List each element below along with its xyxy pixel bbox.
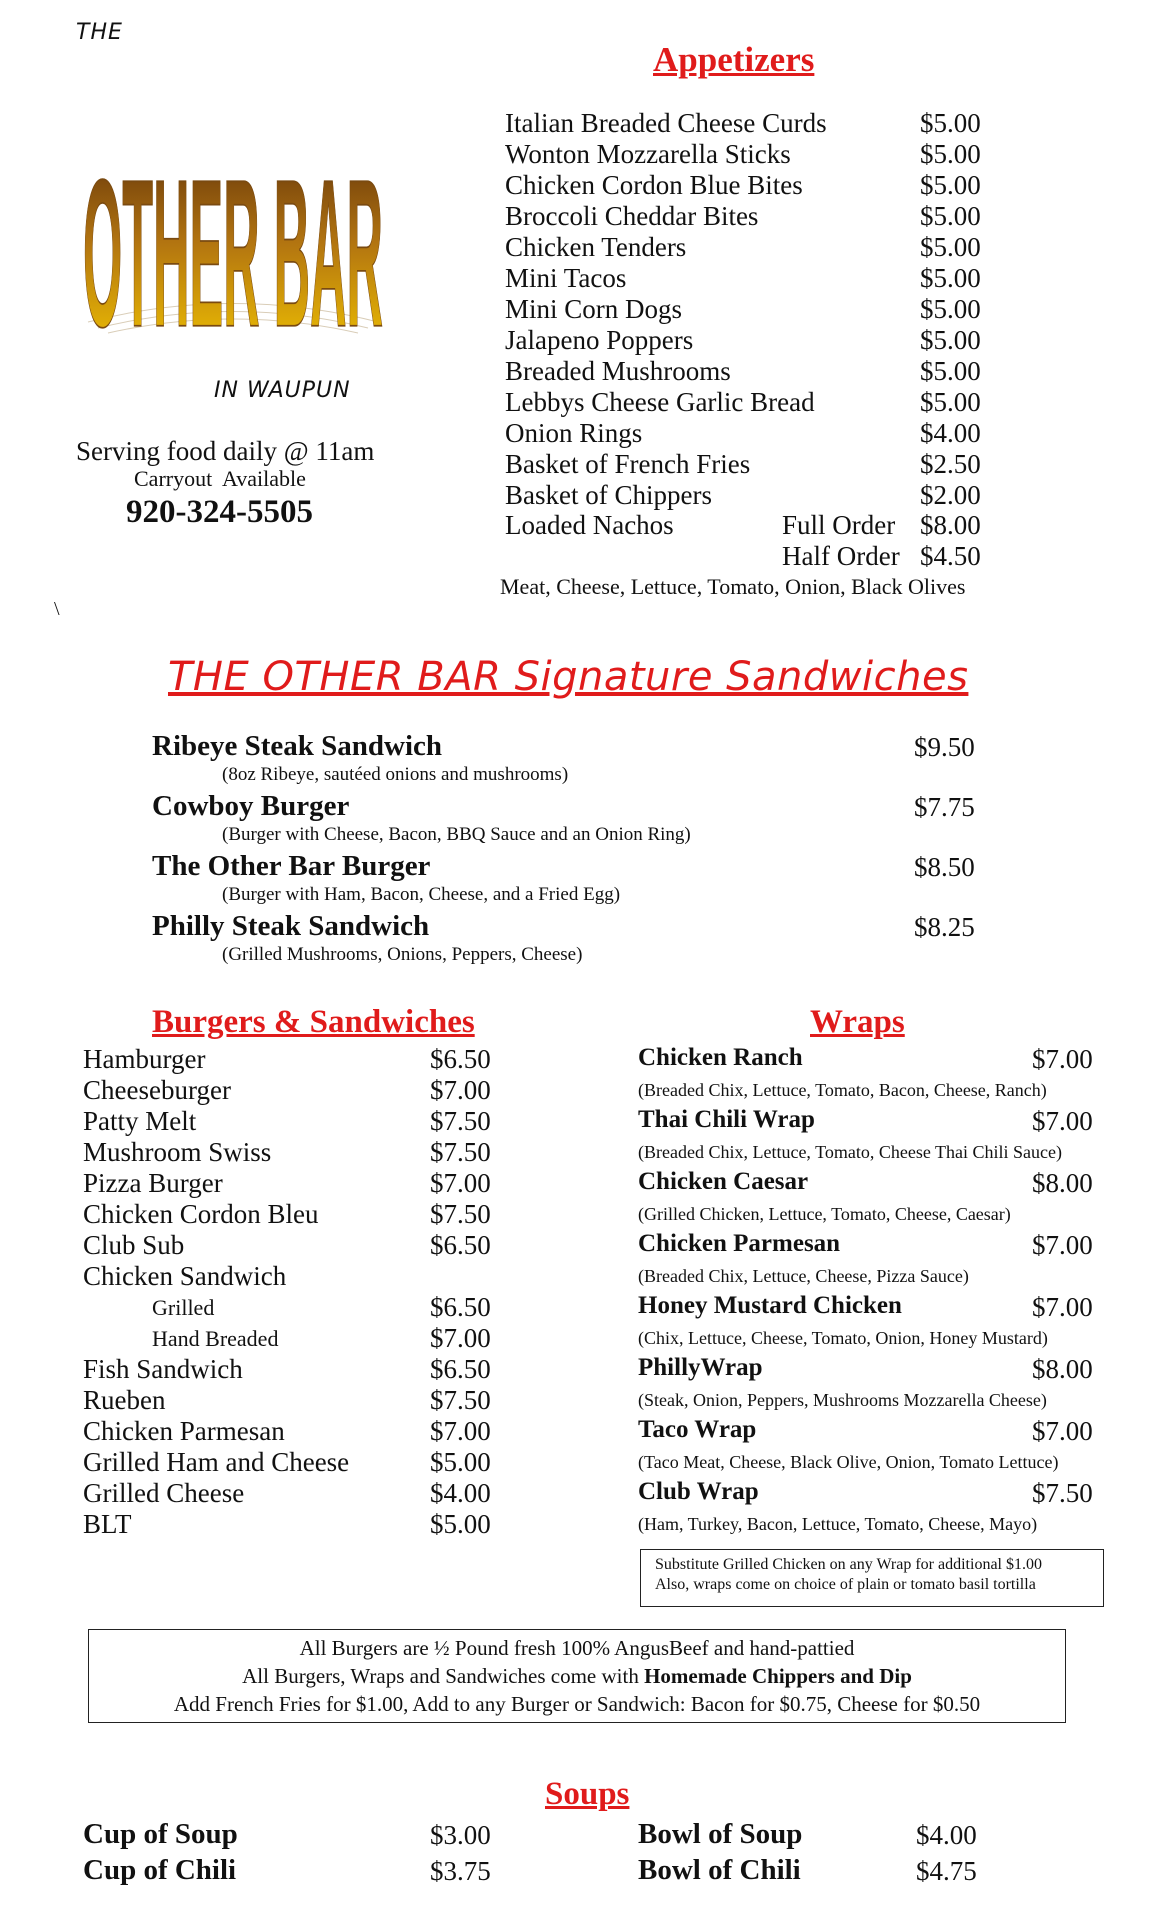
signature-name: Ribeye Steak Sandwich (152, 730, 443, 762)
burger-name: Chicken Cordon Bleu (83, 1199, 319, 1229)
wrap-desc: (Chix, Lettuce, Cheese, Tomato, Onion, Honey Mustard) (638, 1328, 1048, 1348)
burger-price: $7.00 (430, 1416, 491, 1446)
appetizer-name: Chicken Tenders (505, 232, 687, 262)
burger-price: $7.00 (430, 1075, 491, 1105)
burger-price: $5.00 (430, 1509, 491, 1539)
signature-name: The Other Bar Burger (152, 850, 431, 882)
appetizer-price: $5.00 (920, 356, 981, 386)
soup-price: $3.75 (430, 1856, 491, 1886)
burger-name: BLT (83, 1509, 132, 1539)
burger-price: $6.50 (430, 1044, 491, 1074)
wrap-desc: (Steak, Onion, Peppers, Mushrooms Mozzarella Cheese) (638, 1390, 1047, 1410)
soup-name: Bowl of Soup (638, 1818, 803, 1850)
signature-desc: (Grilled Mushrooms, Onions, Peppers, Cheese) (222, 944, 583, 965)
soup-name: Cup of Chili (83, 1854, 237, 1886)
wrap-desc: (Breaded Chix, Lettuce, Tomato, Cheese Thai Chili Sauce) (638, 1142, 1062, 1162)
carryout-note: Carryout Available (134, 466, 306, 491)
appetizer-price: $2.00 (920, 480, 981, 510)
signature-price: $7.75 (914, 792, 975, 822)
appetizer-name: Jalapeno Poppers (505, 325, 694, 355)
burger-price: $7.50 (430, 1199, 491, 1229)
appetizer-price: $5.00 (920, 108, 981, 138)
burger-name: Fish Sandwich (83, 1354, 243, 1384)
stray-mark: \ (54, 598, 60, 620)
brand-location: IN WAUPUN (214, 378, 351, 403)
wrap-price: $7.00 (1032, 1106, 1093, 1136)
burger-name: Mushroom Swiss (83, 1137, 272, 1167)
appetizer-name: Breaded Mushrooms (505, 356, 731, 386)
appetizer-price: $2.50 (920, 449, 981, 479)
wraps-note-line2: Also, wraps come on choice of plain or tomato basil tortilla (655, 1576, 1036, 1593)
signature-desc: (Burger with Cheese, Bacon, BBQ Sauce and an Onion Ring) (222, 824, 691, 845)
wrap-price: $7.00 (1032, 1044, 1093, 1074)
nachos-half-price: $4.50 (920, 541, 981, 571)
appetizer-price: $5.00 (920, 139, 981, 169)
brand-the: THE (76, 20, 123, 45)
burger-name: Pizza Burger (83, 1168, 223, 1198)
burger-name: Patty Melt (83, 1106, 197, 1136)
burger-name: Hand Breaded (152, 1326, 279, 1351)
wraps-note-line1: Substitute Grilled Chicken on any Wrap for additional $1.00 (655, 1556, 1042, 1573)
burger-price: $5.00 (430, 1447, 491, 1477)
nachos-toppings: Meat, Cheese, Lettuce, Tomato, Onion, Black Olives (500, 574, 966, 599)
soups-title: Soups (545, 1776, 630, 1812)
burger-name: Grilled (152, 1295, 215, 1320)
burger-name: Grilled Ham and Cheese (83, 1447, 350, 1477)
wraps-title: Wraps (810, 1004, 905, 1040)
wrap-name: Chicken Ranch (638, 1044, 803, 1071)
soup-price: $4.75 (916, 1856, 977, 1886)
wrap-price: $7.00 (1032, 1416, 1093, 1446)
appetizer-name: Broccoli Cheddar Bites (505, 201, 759, 231)
signature-price: $9.50 (914, 732, 975, 762)
wrap-desc: (Breaded Chix, Lettuce, Cheese, Pizza Sauce) (638, 1266, 969, 1286)
signature-name: Cowboy Burger (152, 790, 350, 822)
appetizer-price: $5.00 (920, 170, 981, 200)
appetizer-price: $5.00 (920, 387, 981, 417)
appetizer-name: Mini Tacos (505, 263, 627, 293)
nachos-name: Loaded Nachos (505, 510, 674, 540)
nachos-full-label: Full Order (782, 510, 896, 540)
wrap-name: Taco Wrap (638, 1416, 757, 1443)
phone-number: 920-324-5505 (126, 494, 313, 530)
wrap-desc: (Taco Meat, Cheese, Black Olive, Onion, Tomato Lettuce) (638, 1452, 1059, 1472)
appetizer-price: $5.00 (920, 232, 981, 262)
appetizers-title: Appetizers (653, 40, 815, 79)
serving-hours: Serving food daily @ 11am (76, 436, 375, 466)
burger-name: Hamburger (83, 1044, 206, 1074)
appetizer-name: Wonton Mozzarella Sticks (505, 139, 791, 169)
appetizer-price: $5.00 (920, 294, 981, 324)
soup-name: Cup of Soup (83, 1818, 238, 1850)
soup-price: $3.00 (430, 1820, 491, 1850)
wrap-name: PhillyWrap (638, 1354, 763, 1381)
info-line1: All Burgers are ½ Pound fresh 100% AngusBeef and hand-pattied (299, 1636, 855, 1660)
burger-name: Chicken Sandwich (83, 1261, 287, 1291)
wrap-name: Chicken Parmesan (638, 1230, 841, 1257)
burger-name: Cheeseburger (83, 1075, 231, 1105)
wrap-name: Thai Chili Wrap (638, 1106, 815, 1133)
appetizer-name: Basket of Chippers (505, 480, 712, 510)
burger-price: $6.50 (430, 1354, 491, 1384)
signature-price: $8.50 (914, 852, 975, 882)
burger-price: $4.00 (430, 1478, 491, 1508)
burger-price: $7.00 (430, 1168, 491, 1198)
burgers-title: Burgers & Sandwiches (152, 1004, 475, 1040)
burger-price: $6.50 (430, 1292, 491, 1322)
wrap-price: $8.00 (1032, 1354, 1093, 1384)
appetizer-price: $5.00 (920, 325, 981, 355)
soup-name: Bowl of Chili (638, 1854, 801, 1886)
burger-price: $7.50 (430, 1137, 491, 1167)
appetizer-name: Lebbys Cheese Garlic Bread (505, 387, 815, 417)
burger-name: Rueben (83, 1385, 166, 1415)
info-box (88, 1629, 1066, 1723)
burger-price: $7.00 (430, 1323, 491, 1353)
other-bar-logo (78, 100, 388, 335)
signature-price: $8.25 (914, 912, 975, 942)
info-line3: Add French Fries for $1.00, Add to any Burger or Sandwich: Bacon for $0.75, Cheese for $0.50 (173, 1692, 981, 1716)
wrap-name: Honey Mustard Chicken (638, 1292, 902, 1319)
wrap-name: Club Wrap (638, 1478, 759, 1505)
wrap-desc: (Ham, Turkey, Bacon, Lettuce, Tomato, Cheese, Mayo) (638, 1514, 1038, 1534)
appetizer-name: Italian Breaded Cheese Curds (505, 108, 827, 138)
wrap-desc: (Breaded Chix, Lettuce, Tomato, Bacon, Cheese, Ranch) (638, 1080, 1047, 1100)
nachos-full-price: $8.00 (920, 510, 981, 540)
info-line2-text: All Burgers, Wraps and Sandwiches come with (242, 1664, 645, 1688)
nachos-half-label: Half Order (782, 541, 900, 571)
signature-desc: (Burger with Ham, Bacon, Cheese, and a Fried Egg) (222, 884, 621, 905)
wrap-desc: (Grilled Chicken, Lettuce, Tomato, Cheese, Caesar) (638, 1204, 1011, 1224)
burger-price: $7.50 (430, 1385, 491, 1415)
signature-title: THE OTHER BAR Signature Sandwiches (168, 654, 969, 700)
appetizer-name: Onion Rings (505, 418, 643, 448)
wrap-name: Chicken Caesar (638, 1168, 809, 1195)
burger-name: Grilled Cheese (83, 1478, 245, 1508)
logo-text: OTHER BAR (83, 136, 383, 335)
appetizer-price: $4.00 (920, 418, 981, 448)
appetizer-price: $5.00 (920, 201, 981, 231)
burger-name: Club Sub (83, 1230, 185, 1260)
soup-price: $4.00 (916, 1820, 977, 1850)
info-line2-bold: Homemade Chippers and Dip (644, 1664, 912, 1688)
appetizer-name: Basket of French Fries (505, 449, 751, 479)
signature-name: Philly Steak Sandwich (152, 910, 430, 942)
signature-desc: (8oz Ribeye, sautéed onions and mushrooms) (222, 764, 569, 785)
wrap-price: $7.00 (1032, 1292, 1093, 1322)
info-line2 (89, 1664, 1065, 1689)
wrap-price: $7.00 (1032, 1230, 1093, 1260)
wrap-price: $8.00 (1032, 1168, 1093, 1198)
appetizer-name: Chicken Cordon Blue Bites (505, 170, 803, 200)
appetizer-price: $5.00 (920, 263, 981, 293)
burger-price: $7.50 (430, 1106, 491, 1136)
burger-name: Chicken Parmesan (83, 1416, 285, 1446)
wraps-note-box (640, 1549, 1104, 1607)
wrap-price: $7.50 (1032, 1478, 1093, 1508)
appetizer-name: Mini Corn Dogs (505, 294, 683, 324)
burger-price: $6.50 (430, 1230, 491, 1260)
